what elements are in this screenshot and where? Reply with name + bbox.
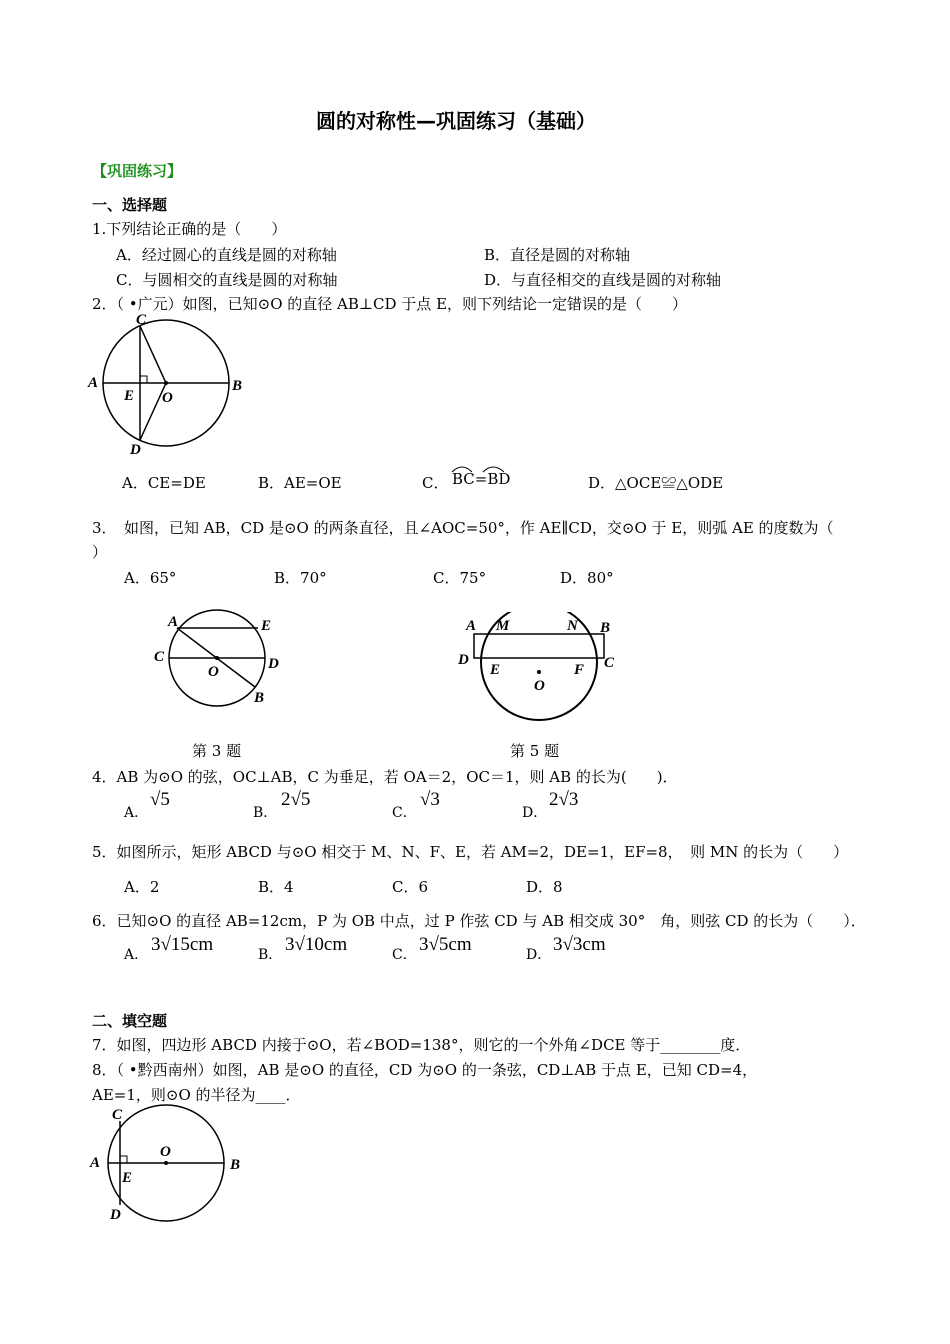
fig5-label-F: F <box>574 662 585 678</box>
fig3-label-A: A <box>168 614 179 630</box>
q6-option-b-label: B． <box>258 947 283 963</box>
q6-option-b-value: 3√10cm <box>285 934 348 955</box>
q2-option-b: B．AE=OE <box>258 474 342 492</box>
label-A: A <box>88 375 99 391</box>
q2-figure <box>86 308 256 460</box>
q1-stem: 1.下列结论正确的是（ ） <box>92 220 287 238</box>
q1-option-c: C．与圆相交的直线是圆的对称轴 <box>116 271 338 289</box>
fig8-label-C: C <box>112 1107 123 1123</box>
q3-stem: 3． 如图，已知 AB，CD 是⊙O 的两条直径，且∠AOC=50°，作 AE∥CD，交⊙O 于 E，则弧 AE 的度数为（ <box>92 519 834 537</box>
q4-option-b-label: B． <box>253 805 278 821</box>
label-C: C <box>136 312 147 328</box>
fig3-label-O: O <box>208 664 219 680</box>
fig8-label-D: D <box>110 1207 121 1223</box>
fig5-label-E: E <box>490 662 501 678</box>
fig8-label-E: E <box>122 1170 133 1186</box>
fig8-label-O: O <box>160 1144 171 1160</box>
fig5-label-N: N <box>567 618 578 634</box>
fig3-label-D: D <box>268 656 279 672</box>
q3-option-d: D．80° <box>560 569 614 587</box>
q5-option-a: A．2 <box>124 878 160 896</box>
q3-option-a: A．65° <box>124 569 177 587</box>
fig5-label-M: M <box>496 618 510 634</box>
section-tag: 【巩固练习】 <box>92 162 183 180</box>
fig5 <box>454 612 624 728</box>
q5-option-b: B．4 <box>258 878 294 896</box>
q6-option-c-label: C． <box>392 947 417 963</box>
q4-option-d-value: 2√3 <box>549 789 579 810</box>
label-D: D <box>130 442 141 458</box>
q4-option-c-label: C． <box>392 805 417 821</box>
q4-option-a-value: √5 <box>150 789 170 810</box>
fig5-label-D: D <box>458 652 469 668</box>
q6-option-d-label: D． <box>526 947 552 963</box>
fig5-label-A: A <box>466 618 477 634</box>
q6-option-a-label: A． <box>124 947 149 963</box>
section-heading-choice: 一、选择题 <box>92 196 168 214</box>
label-O: O <box>162 390 173 406</box>
q1-option-a: A．经过圆心的直线是圆的对称轴 <box>116 246 337 264</box>
fig3 <box>150 608 290 708</box>
fig5-caption: 第 5 题 <box>510 742 560 760</box>
q4-option-a-label: A． <box>124 805 149 821</box>
q5-option-c: C．6 <box>392 878 429 896</box>
q6-stem: 6．已知⊙O 的直径 AB=12cm，P 为 OB 中点，过 P 作弦 CD 与 AB 相交成 30° 角，则弦 CD 的长为（ ）． <box>92 912 866 930</box>
q5-option-d: D．8 <box>526 878 563 896</box>
q2-option-d: D．△OCE≌△ODE <box>588 474 724 492</box>
q8-figure <box>86 1100 256 1225</box>
fig3-label-C: C <box>154 649 165 665</box>
fig5-label-O: O <box>534 678 545 694</box>
q2-option-a: A．CE=DE <box>122 474 206 492</box>
fig3-caption: 第 3 题 <box>192 742 242 760</box>
q8-stem-line1: 8．（ •黔西南州）如图，AB 是⊙O 的直径，CD 为⊙O 的一条弦，CD⊥AB 于点 E，已知 CD=4， <box>92 1061 758 1079</box>
q8-stem-line2: AE=1，则⊙O 的半径为____． <box>92 1086 301 1104</box>
fig5-label-B: B <box>600 620 611 636</box>
label-B: B <box>232 378 243 394</box>
fig8-label-A: A <box>90 1155 101 1171</box>
q4-option-c-value: √3 <box>420 789 440 810</box>
q7-stem: 7．如图，四边形 ABCD 内接于⊙O，若∠BOD=138°，则它的一个外角∠DCE 等于________度． <box>92 1036 751 1054</box>
fig8-label-B: B <box>230 1157 241 1173</box>
q4-stem: 4．AB 为⊙O 的弦，OC⊥AB，C 为垂足，若 OA＝2，OC＝1，则 AB 的长为( )． <box>92 768 678 786</box>
q2-option-c-label: C． <box>422 474 449 492</box>
q5-stem: 5．如图所示，矩形 ABCD 与⊙O 相交于 M、N、F、E，若 AM=2，DE=1，EF=8， 则 MN 的长为（ ） <box>92 843 849 861</box>
fig3-label-B: B <box>254 690 265 706</box>
q2-stem: 2．（ •广元）如图，已知⊙O 的直径 AB⊥CD 于点 E，则下列结论一定错误的是（ ） <box>92 295 688 313</box>
q4-option-b-value: 2√5 <box>281 789 311 810</box>
q3-stem-end: ） <box>92 543 108 561</box>
fig3-label-E: E <box>261 618 272 634</box>
q3-option-c: C．75° <box>433 569 487 587</box>
fig5-label-C: C <box>604 655 615 671</box>
q3-option-b: B．70° <box>274 569 327 587</box>
q6-option-c-value: 3√5cm <box>419 934 472 955</box>
q1-option-d: D．与直径相交的直线是圆的对称轴 <box>484 271 722 289</box>
section-heading-fill: 二、填空题 <box>92 1012 168 1030</box>
q2-option-c-math: BC=BD <box>452 470 511 488</box>
q1-option-b: B．直径是圆的对称轴 <box>484 246 631 264</box>
q6-option-d-value: 3√3cm <box>553 934 606 955</box>
page-title: 圆的对称性—巩固练习（基础） <box>316 109 596 133</box>
q4-option-d-label: D． <box>522 805 548 821</box>
label-E: E <box>124 388 135 404</box>
q6-option-a-value: 3√15cm <box>151 934 214 955</box>
